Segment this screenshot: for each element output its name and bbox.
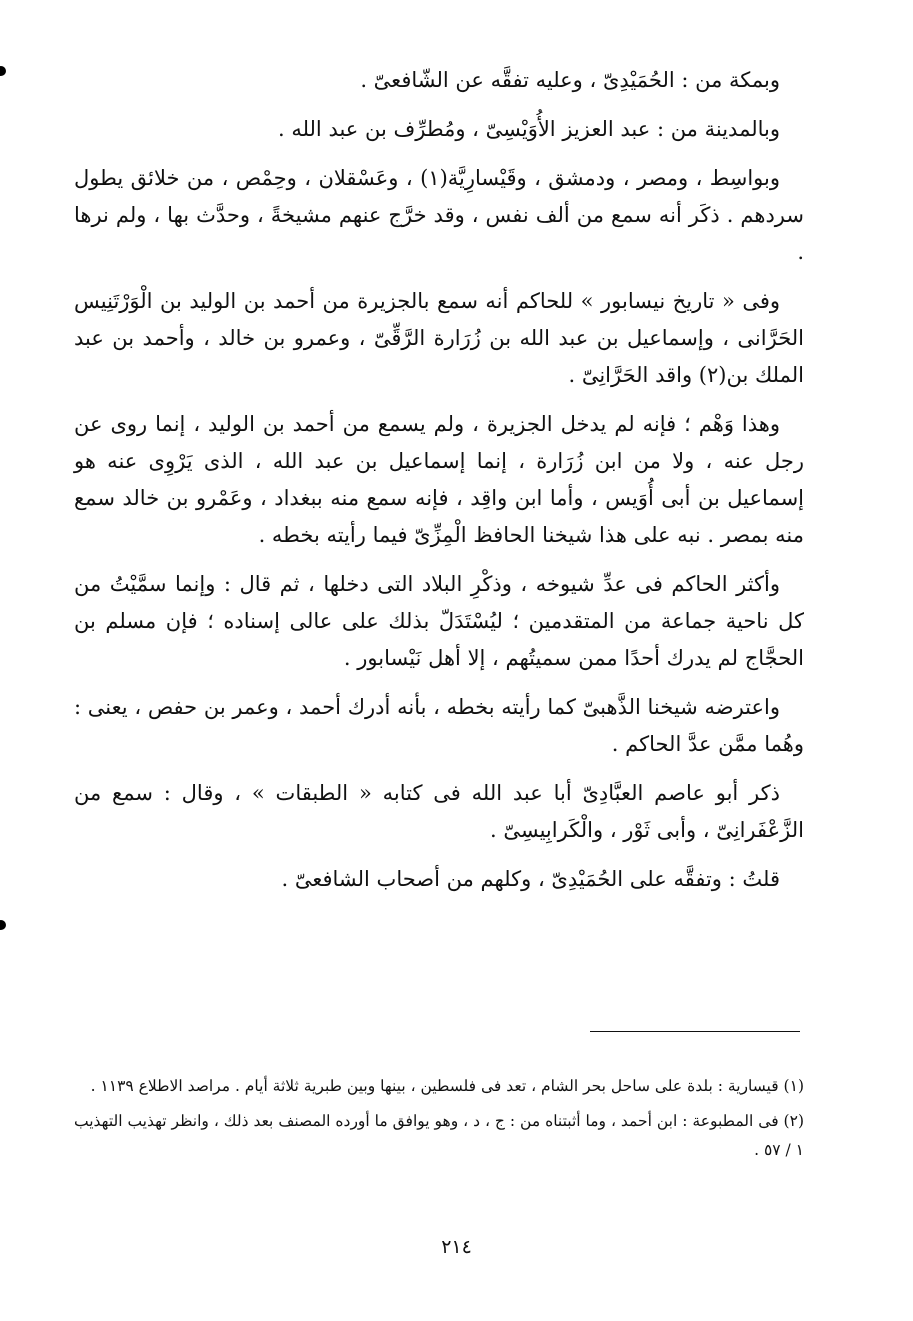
footnote-2: (٢) فى المطبوعة : ابن أحمد ، وما أثبتناه من : ج ، د ، وهو يوافق ما أورده المصنف بعد ذلك ، وانظر تهذيب التهذيب ١ / ٥٧ . [74, 1112, 804, 1159]
margin-punch-hole-bottom [0, 920, 6, 930]
footnote-1: (١) قيسارية : بلدة على ساحل بحر الشام ، تعد فى فلسطين ، بينها وبين طبرية ثلاثة أيام . مراصد الاطلاع ١١٣٩ . [90, 1077, 804, 1095]
paragraph-wasit: وبواسِط ، ومصر ، ودمشق ، وقَيْسارِيَّة(١) ، وعَسْقلان ، وحِمْص ، من خلائق يطول سردهم . ذكَر أنه سمع من ألف نفس ، وقد خرَّج عنهم مشيخةً ، وحدَّث بها ، ولم نرها . [74, 166, 804, 264]
paragraph-mecca: وبمكة من : الحُمَيْدِىّ ، وعليه تفقَّه عن الشّافعىّ . [360, 68, 780, 92]
paragraph-correction: وهذا وَهْم ؛ فإنه لم يدخل الجزيرة ، ولم يسمع من أحمد بن الوليد ، إنما روى عن رجل عنه ، ولا من ابن زُرَارة ، إنما إسماعيل بن عبد الله ، الذى يَرْوِى عنه هو إسماعيل بن أبى أُوَيس ، وأما ابن واقِد ، فإنه سمع منه ببغداد ، وعَمْرو بن خالد سمع منه بمصر . نبه على هذا شيخنا الحافظ الْمِزِّىّ فيما رأيته بخطه . [74, 412, 804, 547]
paragraph-dhahabi-objection: واعترضه شيخنا الذَّهبىّ كما رأيته بخطه ، بأنه أدرك أحمد ، وعمر بن حفص ، يعنى : وهُما ممَّن عدَّ الحاكم . [74, 695, 804, 756]
paragraph-conclusion: قلتُ : وتفقَّه على الحُمَيْدِىّ ، وكلهم من أصحاب الشافعىّ . [281, 867, 780, 891]
margin-punch-hole-top [0, 66, 6, 76]
paragraph-hakim-teachers: وأكثر الحاكم فى عدِّ شيوخه ، وذكْرِ البلاد التى دخلها ، ثم قال : وإنما سمَّيْتُ من كل ناحية جماعة من المتقدمين ؛ ليُسْتَدَلّ بذلك على عالى إسناده ؛ فإن مسلم بن الحجَّاج لم يدرك أحدًا ممن سميتُهم ، إلا أهل نَيْسابور . [74, 572, 804, 670]
page-body [74, 62, 804, 908]
footnotes [74, 1072, 804, 1171]
footnote-divider [590, 1031, 800, 1033]
page-number: ٢١٤ [441, 1236, 472, 1258]
paragraph-abbadi-tabaqat: ذكر أبو عاصم العبَّادِىّ أبا عبد الله فى كتابه « الطبقات » ، وقال : سمع من الزَّعْفَرانِىّ ، وأبى ثَوْر ، والْكَرابِيسِىّ . [74, 781, 804, 842]
paragraph-medina: وبالمدينة من : عبد العزيز الأُوَيْسِىّ ، ومُطرِّف بن عبد الله . [277, 117, 780, 141]
paragraph-nishapur-history: وفى « تاريخ نيسابور » للحاكم أنه سمع بالجزيرة من أحمد بن الوليد بن الْوَرْتَنِيس الحَرَّانى ، وإسماعيل بن عبد الله بن زُرَارة الرَّقِّىّ ، وعمرو بن خالد ، وأحمد بن عبد الملك بن(٢) واقد الحَرَّانِىّ . [74, 289, 804, 387]
